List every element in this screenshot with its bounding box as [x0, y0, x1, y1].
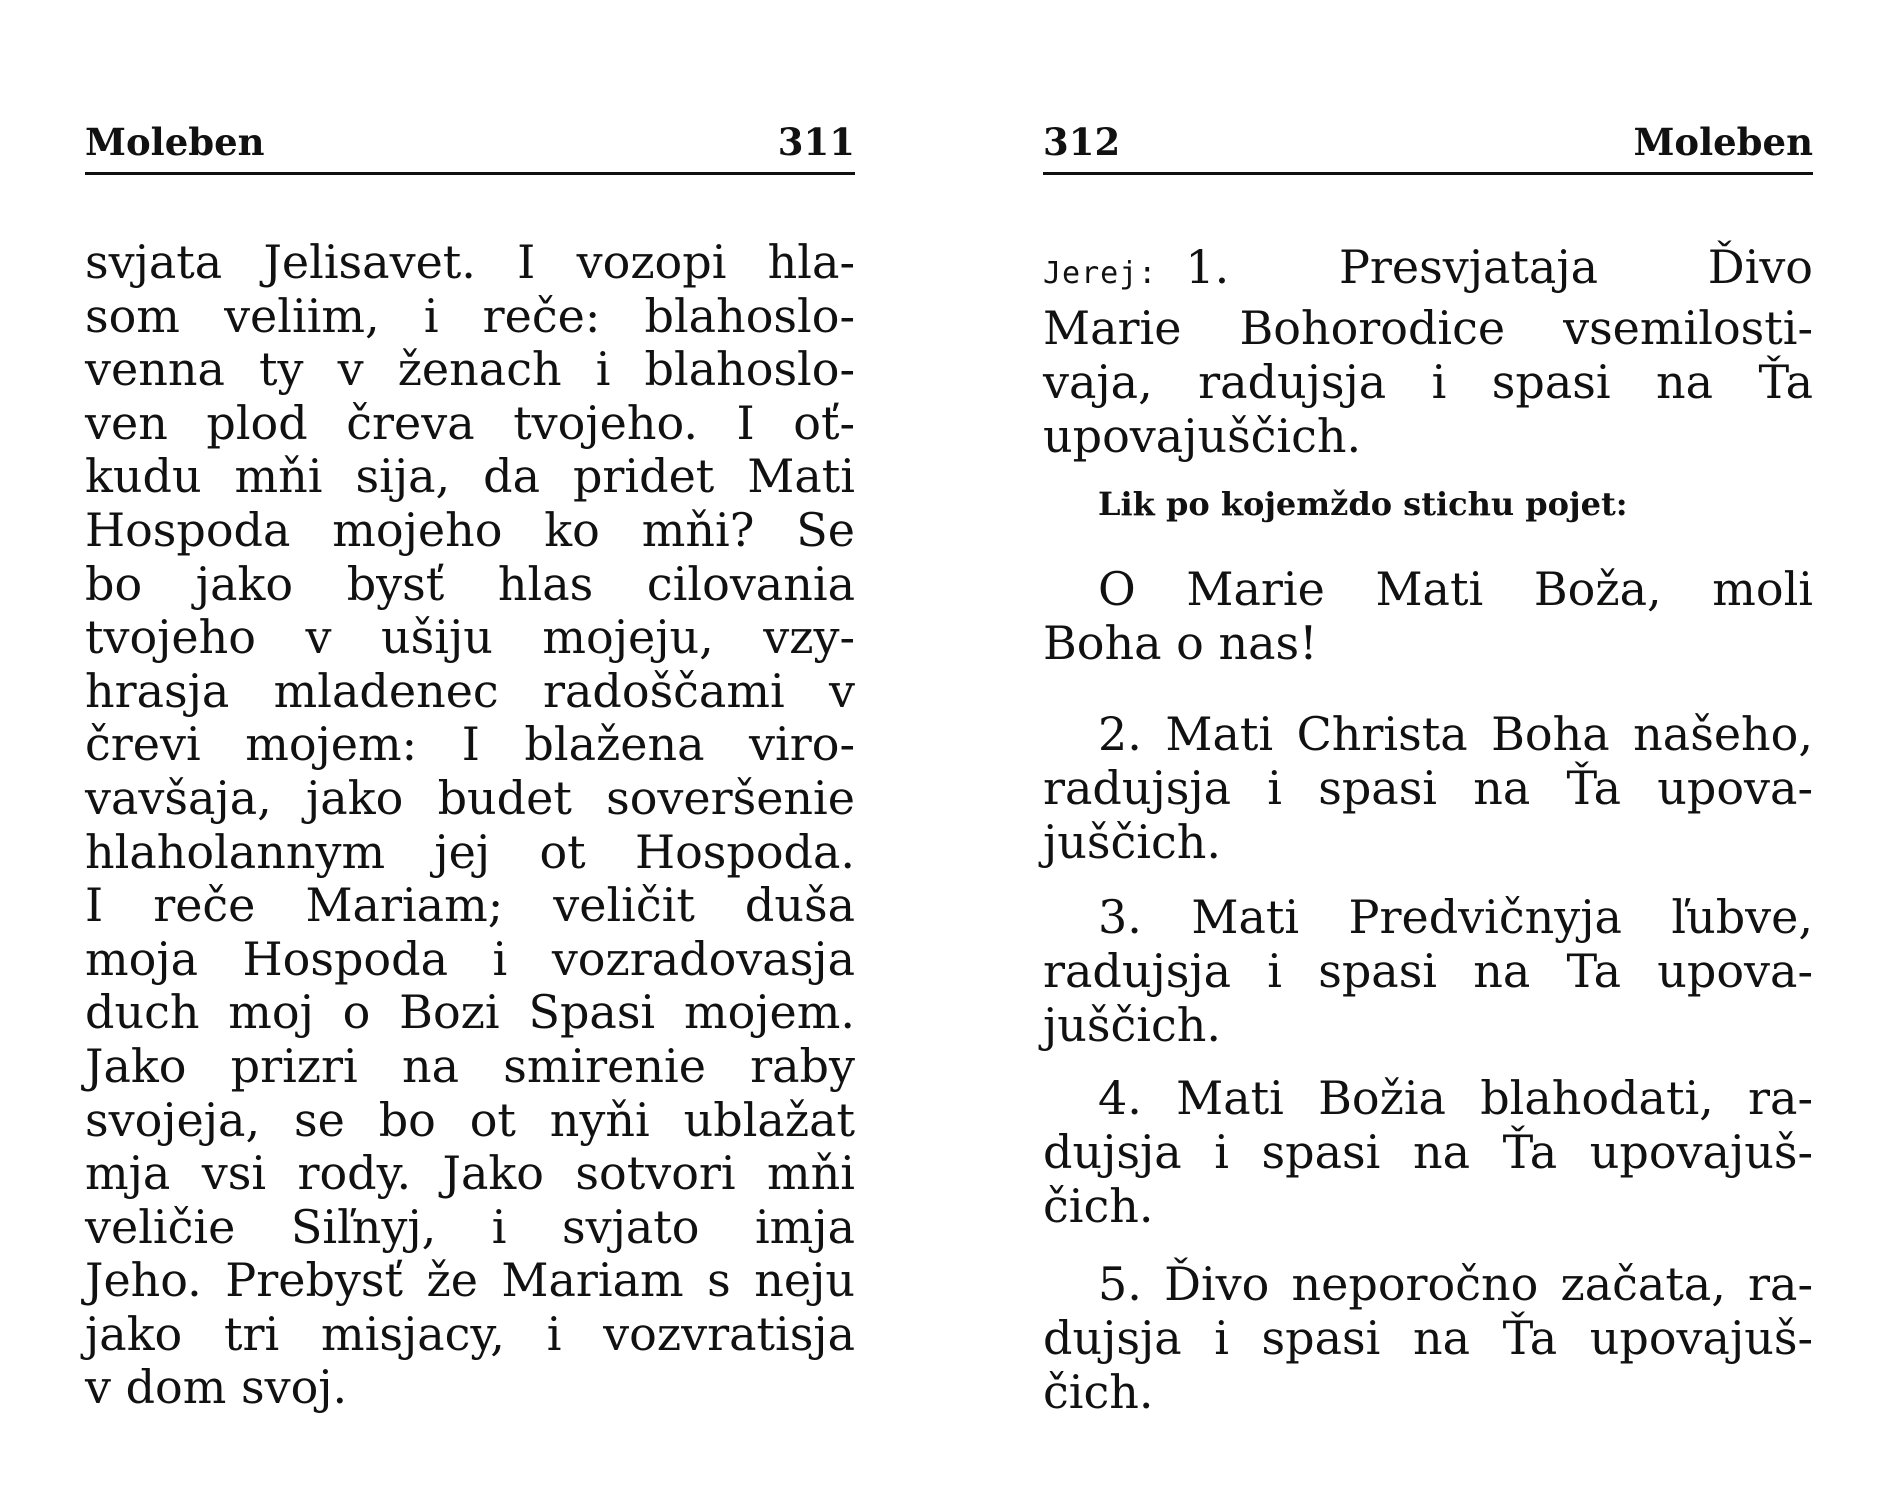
running-title: Moleben: [85, 120, 265, 164]
text-line: veličie Siľnyj, i svjato imja: [85, 1199, 855, 1254]
text-line: moja Hospoda i vozradovasja: [85, 931, 855, 986]
left-page: [85, 0, 855, 1500]
text-line: Jeho. Prebysť že Mariam s neju: [85, 1253, 855, 1308]
text-line: vavšaja, jako budet soveršenie: [85, 770, 855, 825]
petition-text: 1. Presvjataja Ďivo: [1185, 240, 1813, 294]
petition-3: [1043, 890, 1813, 1052]
text-line: venna ty v ženach i blahoslo-: [85, 342, 855, 397]
text-line: v dom svoj.: [85, 1360, 348, 1415]
text-line: tvojeho v ušiju mojeju, vzy-: [85, 610, 855, 665]
page-number: 312: [1043, 120, 1121, 164]
page-number: 311: [777, 120, 855, 164]
text-line: bo jako bysť hlas cilovania: [85, 556, 855, 611]
text-line: mja vsi rody. Jako sotvori mňi: [85, 1146, 855, 1201]
text-line: radujsja i spasi na Ta upova-: [1043, 944, 1813, 998]
left-page-header: [85, 112, 855, 175]
text-line: juščich.: [1043, 815, 1221, 869]
petition-4: [1043, 1071, 1813, 1233]
text-line: ven plod čreva tvojeho. I oť-: [85, 395, 855, 450]
text-line: jako tri misjacy, i vozvratisja: [85, 1306, 855, 1361]
text-line: vaja, radujsja i spasi na Ťa: [1043, 355, 1813, 409]
text-line: O Marie Mati Boža, moli: [1098, 562, 1813, 616]
text-line: duch moj o Bozi Spasi mojem.: [85, 985, 855, 1040]
right-page-header: [1043, 112, 1813, 175]
text-line: svjata Jelisavet. I vozopi hla-: [85, 235, 855, 289]
priest-label: Jerej:: [1043, 256, 1158, 291]
text-line: I reče Mariam; veličit duša: [85, 878, 855, 933]
text-line: [1043, 240, 1813, 301]
running-title: Moleben: [1633, 120, 1813, 164]
text-line: čich.: [1043, 1365, 1154, 1419]
petition-1: [1043, 240, 1813, 463]
text-line: som veliim, i reče: blahoslo-: [85, 288, 855, 343]
refrain: [1043, 562, 1813, 670]
left-page-text: [85, 236, 855, 1415]
text-line: Marie Bohorodice vsemilosti-: [1043, 301, 1813, 355]
text-line: dujsja i spasi na Ťa upovajuš-: [1043, 1311, 1813, 1365]
text-line: 4. Mati Božia blahodati, ra-: [1098, 1071, 1813, 1125]
text-line: Jako prizri na smirenie raby: [85, 1038, 855, 1093]
petition-2: [1043, 707, 1813, 869]
text-line: dujsja i spasi na Ťa upovajuš-: [1043, 1125, 1813, 1179]
rubric: Lik po kojemždo stichu pojet:: [1098, 485, 1628, 523]
text-line: Boha o nas!: [1043, 616, 1318, 670]
text-line: 5. Ďivo neporočno začata, ra-: [1098, 1257, 1813, 1311]
text-line: hrasja mladenec radoščami v: [85, 663, 855, 718]
text-line: kudu mňi sija, da pridet Mati: [85, 449, 855, 504]
text-line: čich.: [1043, 1179, 1154, 1233]
petition-5: [1043, 1257, 1813, 1419]
text-line: upovajuščich.: [1043, 409, 1362, 463]
text-line: radujsja i spasi na Ťa upova-: [1043, 761, 1813, 815]
right-page: [1043, 0, 1813, 1500]
text-line: svojeja, se bo ot nyňi ublažat: [85, 1092, 855, 1147]
text-line: juščich.: [1043, 998, 1221, 1052]
text-line: 2. Mati Christa Boha našeho,: [1098, 707, 1813, 761]
text-line: črevi mojem: I blažena viro-: [85, 717, 855, 772]
text-line: 3. Mati Predvičnyja ľubve,: [1098, 890, 1813, 944]
text-line: Hospoda mojeho ko mňi? Se: [85, 502, 855, 557]
text-line: hlaholannym jej ot Hospoda.: [85, 824, 855, 879]
